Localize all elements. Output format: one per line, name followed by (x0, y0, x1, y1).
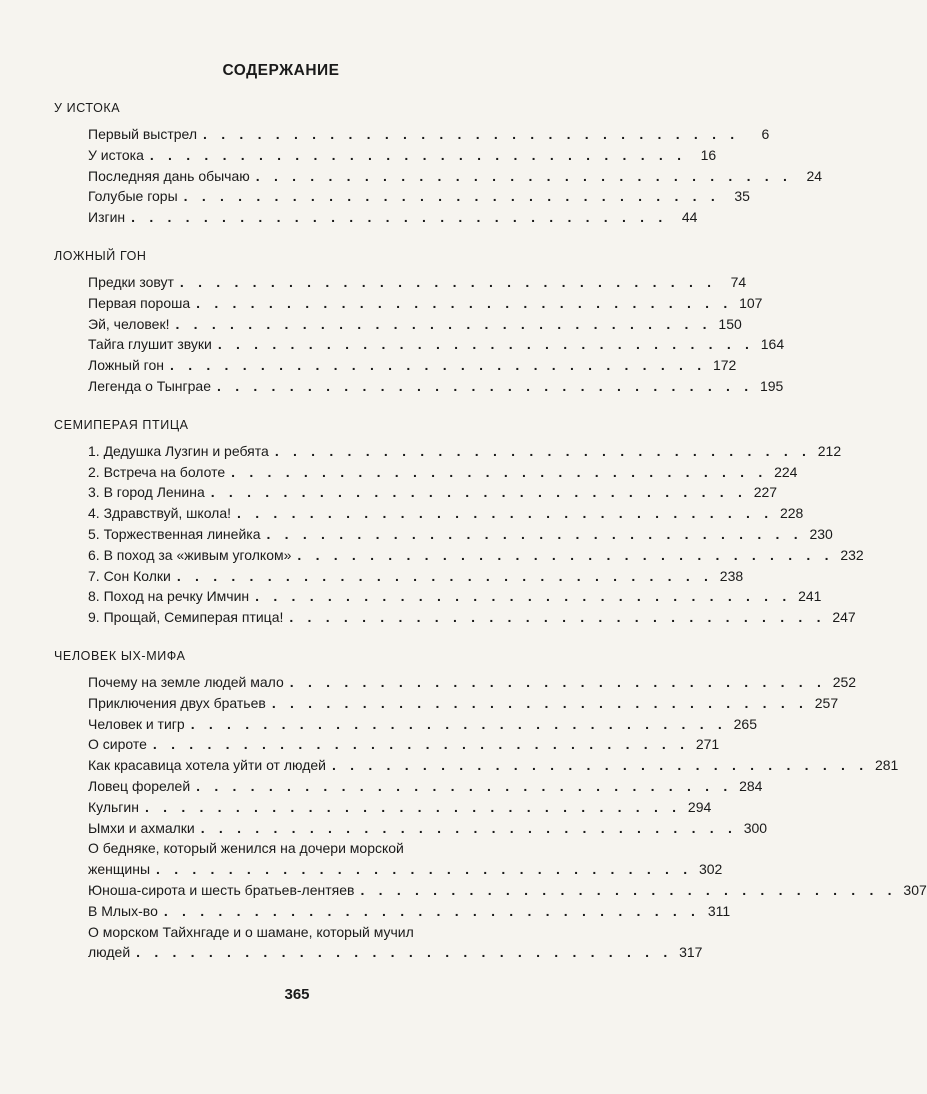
toc-entry (54, 207, 698, 228)
toc-entry (54, 334, 785, 355)
leader-dots: . . . . . . . . . . . . . . . . . . . . . . . . . . . . . . (176, 567, 714, 584)
leader-dots: . . . . . . . . . . . . . . . . . . . . . . . . . . . . . . (183, 188, 720, 205)
entry-title: 2. Встреча на болоте (88, 463, 226, 480)
toc-entry (54, 586, 822, 607)
entry-page: 35 (734, 188, 750, 205)
entry-page: 150 (718, 315, 742, 332)
entry-title: 6. В поход за «живым уголком» (88, 546, 292, 563)
toc-entry (54, 776, 763, 797)
entry-title: Ложный гон (88, 357, 165, 374)
toc-entry (54, 272, 747, 293)
section-u-istoka (54, 98, 823, 228)
entry-title: 9. Прощай, Семиперая птица! (88, 609, 284, 626)
toc-entry (54, 462, 798, 483)
entry-title: Ымхи и ахмалки (88, 819, 195, 836)
section-heading: СЕМИПЕРАЯ ПТИЦА (54, 417, 189, 432)
entry-page: 228 (779, 505, 804, 522)
entry-page: 16 (700, 146, 717, 163)
entry-title: Первый выстрел (88, 126, 198, 142)
section-heading: ЛОЖНЫЙ ГОН (54, 248, 147, 263)
entry-page: 265 (733, 715, 757, 732)
entry-title: Юноша-сирота и шесть братьев-лентяев (88, 881, 355, 898)
entry-title-line1: О бедняке, который женился на дочери морской (88, 840, 404, 857)
table-of-contents (54, 98, 927, 981)
entry-title: Как красавица хотела уйти от людей (88, 757, 326, 774)
leader-dots: . . . . . . . . . . . . . . . . . . . . . . . . . . . . . . (144, 798, 682, 815)
leader-dots: . . . . . . . . . . . . . . . . . . . . . . . . . . . . . . (217, 377, 754, 394)
entry-title: В Млых-во (88, 902, 158, 919)
entry-title: Предки зовут (88, 273, 174, 290)
entry-page: 317 (679, 944, 703, 961)
leader-dots: . . . . . . . . . . . . . . . . . . . . . . . . . . . . . . (289, 609, 826, 626)
toc-entry (54, 441, 842, 462)
leader-dots: . . . . . . . . . . . . . . . . . . . . . . . . . . . . . . (179, 273, 717, 290)
entry-page: 164 (760, 336, 785, 353)
entry-title: Последняя дань обычаю (88, 167, 250, 184)
entry-page: 302 (698, 861, 723, 878)
entry-title: Почему на земле людей мало (88, 673, 284, 690)
toc-entry (54, 714, 757, 735)
leader-dots: . . . . . . . . . . . . . . . . . . . . . . . . . . . . . . (170, 357, 707, 374)
leader-dots: . . . . . . . . . . . . . . . . . . . . . . . . . . . . . . (136, 944, 673, 961)
entry-page: 6 (761, 126, 770, 142)
toc-entry (54, 503, 804, 524)
leader-dots: . . . . . . . . . . . . . . . . . . . . . . . . . . . . . . (149, 146, 687, 163)
entry-page: 300 (743, 819, 768, 836)
entry-page: 232 (840, 546, 864, 563)
leader-dots: . . . . . . . . . . . . . . . . . . . . . . . . . . . . . . (131, 209, 668, 226)
leader-dots: . . . . . . . . . . . . . . . . . . . . . . . . . . . . . . (289, 673, 827, 690)
entry-page: 195 (759, 377, 784, 394)
entry-page: 224 (774, 463, 798, 480)
entry-title: 3. В город Ленина (88, 484, 205, 501)
entry-title: 4. Здравствуй, школа! (88, 505, 232, 522)
leader-dots: . . . . . . . . . . . . . . . . . . . . . . . . . . . . . . (217, 336, 755, 353)
entry-title: 5. Торжественная линейка (88, 525, 261, 542)
entry-page: 230 (809, 525, 833, 542)
toc-entry (54, 355, 737, 376)
entry-page: 212 (817, 442, 842, 459)
entry-page: 284 (739, 777, 763, 794)
leader-dots: . . . . . . . . . . . . . . . . . . . . . . . . . . . . . . (297, 546, 834, 563)
leader-dots: . . . . . . . . . . . . . . . . . . . . . . . . . . . . . . (190, 715, 727, 732)
toc-entry (54, 734, 720, 755)
leader-dots: . . . . . . . . . . . . . . . . . . . . . . . . . . . . . . (255, 167, 793, 184)
entry-title-line2: людей (88, 944, 131, 961)
toc-entry (54, 818, 768, 839)
leader-dots: . . . . . . . . . . . . . . . . . . . . . . . . . . . . . . (271, 694, 809, 711)
section-chelovek-ykh-mifa (54, 646, 927, 963)
leader-dots: . . . . . . . . . . . . . . . . . . . . . . . . . . . . . . (196, 777, 733, 794)
leader-dots: . . . . . . . . . . . . . . . . . . . . . . . . . . . . . . (163, 902, 701, 919)
leader-dots: . . . . . . . . . . . . . . . . . . . . . . . . . . . . . . (210, 484, 748, 501)
entry-title: 8. Поход на речку Имчин (88, 588, 250, 605)
toc-entry (54, 124, 770, 145)
toc-entry (54, 607, 856, 628)
entry-page: 257 (814, 694, 839, 711)
leader-dots: . . . . . . . . . . . . . . . . . . . . . . . . . . . . . . (175, 315, 712, 332)
section-semiperaya-ptitsa (54, 415, 864, 628)
entry-title: Первая пороша (88, 294, 191, 311)
entry-page: 311 (707, 902, 731, 919)
section-lozhny-gon (54, 246, 785, 397)
leader-dots: . . . . . . . . . . . . . . . . . . . . . . . . . . . . . . (231, 463, 768, 480)
toc-entry (54, 524, 833, 545)
entry-page: 227 (753, 484, 778, 501)
entry-title: Кульгин (88, 798, 139, 815)
entry-page: 294 (687, 798, 712, 815)
entry-title: Приключения двух братьев (88, 694, 266, 711)
entry-title: 1. Дедушка Лузгин и ребята (88, 442, 269, 459)
entry-title-line1: О морском Тайхнгаде и о шамане, который мучил (88, 923, 414, 940)
entry-page: 252 (832, 673, 857, 690)
leader-dots: . . . . . . . . . . . . . . . . . . . . . . . . . . . . . . (152, 736, 690, 753)
toc-entry (54, 797, 712, 818)
toc-entry (54, 482, 778, 503)
toc-entry (54, 880, 927, 901)
entry-title: Ловец форелей (88, 777, 191, 794)
entry-page: 24 (806, 167, 823, 184)
leader-dots: . . . . . . . . . . . . . . . . . . . . . . . . . . . . . . (203, 126, 740, 142)
toc-entry (54, 838, 723, 880)
entry-title-line2: женщины (88, 861, 151, 878)
leader-dots: . . . . . . . . . . . . . . . . . . . . . . . . . . . . . . (266, 525, 803, 542)
toc-entry (54, 901, 731, 922)
entry-page: 238 (719, 567, 744, 584)
leader-dots: . . . . . . . . . . . . . . . . . . . . . . . . . . . . . . (274, 442, 812, 459)
entry-title: О сироте (88, 736, 147, 753)
toc-entry (54, 145, 717, 166)
leader-dots: . . . . . . . . . . . . . . . . . . . . . . . . . . . . . . (255, 588, 792, 605)
entry-title: 7. Сон Колки (88, 567, 171, 584)
entry-title: Тайга глушит звуки (88, 336, 212, 353)
leader-dots: . . . . . . . . . . . . . . . . . . . . . . . . . . . . . . (360, 881, 897, 898)
toc-entry (54, 755, 899, 776)
page-title: СОДЕРЖАНИЕ (222, 62, 340, 79)
leader-dots: . . . . . . . . . . . . . . . . . . . . . . . . . . . . . . (332, 757, 869, 774)
entry-title: Человек и тигр (88, 715, 185, 732)
entry-page: 241 (798, 588, 822, 605)
leader-dots: . . . . . . . . . . . . . . . . . . . . . . . . . . . . . . (200, 819, 738, 836)
toc-entry (54, 376, 784, 397)
entry-title: У истока (88, 146, 144, 163)
toc-entry (54, 314, 742, 335)
toc-entry (54, 186, 750, 207)
entry-page: 172 (712, 357, 737, 374)
toc-entry (54, 293, 763, 314)
entry-title: Изгин (88, 209, 126, 226)
entry-page: 44 (681, 209, 698, 226)
leader-dots: . . . . . . . . . . . . . . . . . . . . . . . . . . . . . . (237, 505, 774, 522)
section-heading: ЧЕЛОВЕК ЫХ-МИФА (54, 648, 186, 663)
leader-dots: . . . . . . . . . . . . . . . . . . . . . . . . . . . . . . (196, 294, 733, 311)
entry-page: 281 (874, 757, 899, 774)
entry-page: 307 (903, 881, 927, 898)
toc-entry (54, 166, 823, 187)
toc-entry (54, 922, 703, 964)
toc-entry (54, 545, 864, 566)
toc-entry (54, 693, 839, 714)
section-heading: У ИСТОКА (54, 101, 121, 115)
leader-dots: . . . . . . . . . . . . . . . . . . . . . . . . . . . . . . (156, 861, 693, 878)
page-number: 365 (284, 986, 310, 1003)
entry-title: Легенда о Тынграе (88, 377, 212, 394)
toc-entry (54, 672, 857, 693)
toc-entry (54, 566, 744, 587)
entry-page: 247 (832, 609, 856, 626)
entry-title: Эй, человек! (88, 315, 170, 332)
entry-page: 271 (695, 736, 720, 753)
entry-title: Голубые горы (88, 188, 178, 205)
entry-page: 107 (739, 294, 763, 311)
entry-page: 74 (730, 273, 747, 290)
